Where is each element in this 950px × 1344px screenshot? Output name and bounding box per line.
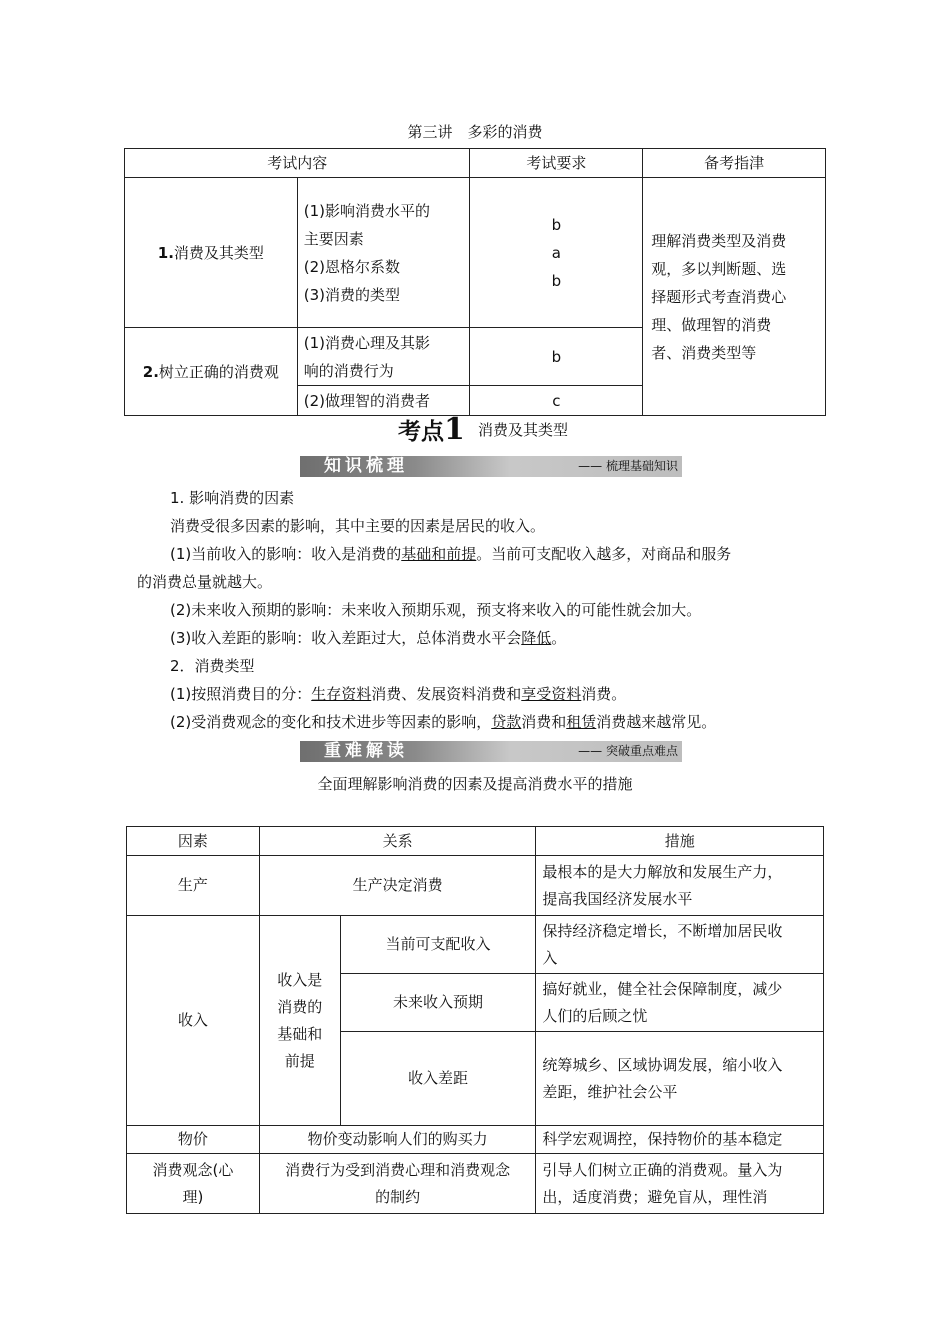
paragraph-income-gap: (3)收入差距的影响：收入差距过大，总体消费水平会降低。 — [170, 629, 567, 647]
header-exam-requirement: 考试要求 — [470, 149, 643, 178]
measure-current-income: 保持经济稳定增长，不断增加居民收 入 — [536, 916, 824, 974]
measure-income-gap: 统筹城乡、区域协调发展，缩小收入 差距，维护社会公平 — [536, 1032, 824, 1126]
measure-concept: 引导人们树立正确的消费观。量入为 出，适度消费；避免盲从，理性消 — [536, 1154, 824, 1214]
relation-concept: 消费行为受到消费心理和消费观念 的制约 — [259, 1154, 536, 1214]
requirement-levels: b a b — [470, 178, 643, 328]
heading-factors: 1. 影响消费的因素 — [170, 489, 295, 507]
page-title: 第三讲 多彩的消费 — [407, 123, 543, 141]
topic-item-psychology: (1)消费心理及其影 响的消费行为 — [297, 328, 470, 386]
relation-production: 生产决定消费 — [259, 856, 536, 916]
topic-items: (1)影响消费水平的 主要因素 (2)恩格尔系数 (3)消费的类型 — [297, 178, 470, 328]
header-measure: 措施 — [536, 827, 824, 856]
header-exam-content: 考试内容 — [125, 149, 470, 178]
measure-price: 科学宏观调控，保持物价的基本稳定 — [536, 1126, 824, 1154]
relation-price: 物价变动影响人们的购买力 — [259, 1126, 536, 1154]
paragraph-current-income-cont: 的消费总量就越大。 — [137, 573, 273, 591]
income-basis-group: 收入是 消费的 基础和 前提 — [259, 916, 340, 1126]
paragraph-current-income: (1)当前收入的影响：收入是消费的基础和前提。当前可支配收入越多，对商品和服务 — [170, 545, 732, 563]
topic-item-rational: (2)做理智的消费者 — [297, 386, 470, 416]
heading-types: 2．消费类型 — [170, 657, 255, 675]
paragraph-main-factor: 消费受很多因素的影响，其中主要的因素是居民的收入。 — [170, 517, 546, 535]
paragraph-future-income: (2)未来收入预期的影响：未来收入预期乐观，预支将来收入的可能性就会加大。 — [170, 601, 702, 619]
factor-price: 物价 — [127, 1126, 260, 1154]
header-relation: 关系 — [259, 827, 536, 856]
relation-income-gap: 收入差距 — [340, 1032, 536, 1126]
section-heading: 考点1 消费及其类型 — [398, 412, 568, 447]
measure-future-income: 搞好就业，健全社会保障制度，减少 人们的后顾之忧 — [536, 974, 824, 1032]
relation-future-income: 未来收入预期 — [340, 974, 536, 1032]
exam-requirements-table — [124, 148, 826, 416]
measure-production: 最根本的是大力解放和发展生产力， 提高我国经济发展水平 — [536, 856, 824, 916]
header-factor: 因素 — [127, 827, 260, 856]
paragraph-purpose: (1)按照消费目的分：生存资料消费、发展资料消费和享受资料消费。 — [170, 685, 627, 703]
section-title: 全面理解影响消费的因素及提高消费水平的措施 — [317, 775, 633, 793]
header-study-guide: 备考指津 — [643, 149, 826, 178]
study-guide-text: 理解消费类型及消费 观，多以判断题、选 择题形式考查消费心 理、做理智的消费 者、消费类型等 — [643, 178, 826, 416]
knowledge-banner: 知识梳理 —— 梳理基础知识 — [300, 456, 682, 477]
factor-concept: 消费观念(心 理) — [127, 1154, 260, 1214]
factor-production: 生产 — [127, 856, 260, 916]
requirement-rational: c — [470, 386, 643, 416]
topic-consumption-types: 1.消费及其类型 — [125, 178, 298, 328]
factor-income: 收入 — [127, 916, 260, 1126]
paragraph-concept: (2)受消费观念的变化和技术进步等因素的影响，贷款消费和租赁消费越来越常见。 — [170, 713, 717, 731]
topic-consumption-view: 2.树立正确的消费观 — [125, 328, 298, 416]
requirement-psychology: b — [470, 328, 643, 386]
consumption-factors-table — [126, 826, 824, 1214]
relation-current-income: 当前可支配收入 — [340, 916, 536, 974]
difficulty-banner: 重难解读 —— 突破重点难点 — [300, 741, 682, 762]
